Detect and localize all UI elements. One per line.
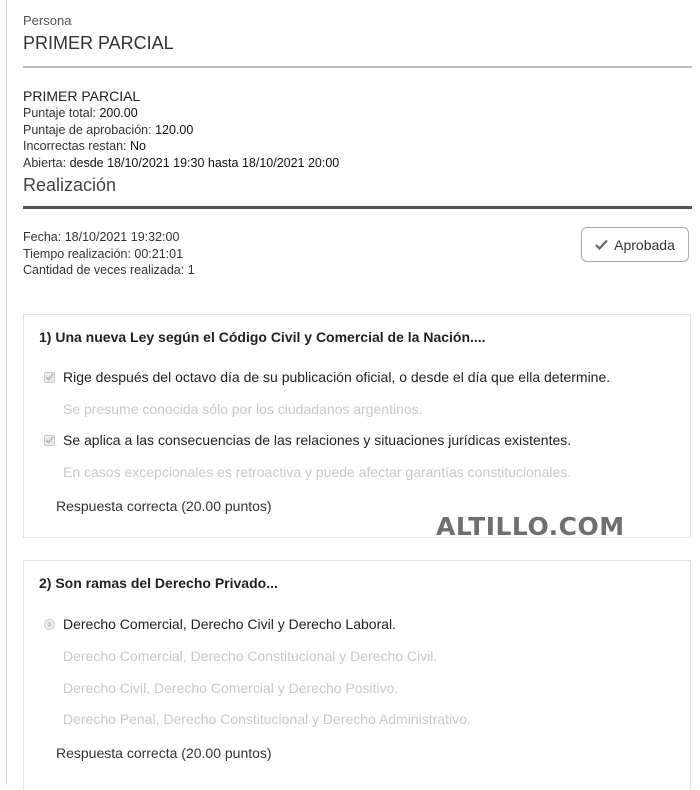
status-badge[interactable] xyxy=(581,227,689,262)
answer-option-label: En casos excepcionales es retroactiva y puede afectar garantías constitucionales. xyxy=(63,464,572,480)
total-score-row: Puntaje total: 200.00 xyxy=(23,106,138,120)
answer-option-label: Rige después del octavo día de su publicación oficial, o desde el día que ella determine. xyxy=(63,369,611,385)
total-score-value: 200.00 xyxy=(99,106,138,120)
question-card xyxy=(23,560,691,790)
checkbox-checked-icon[interactable] xyxy=(44,435,55,446)
radio-selected-icon[interactable] xyxy=(44,619,55,630)
approval-score-row: Puntaje de aprobación: 120.00 xyxy=(23,122,194,137)
answer-option[interactable] xyxy=(44,648,437,664)
answer-option-label: Se presume conocida sólo por los ciudadanos argentinos. xyxy=(63,401,423,417)
exam-name: PRIMER PARCIAL xyxy=(23,88,141,104)
answer-option-label: Se aplica a las consecuencias de las relaciones y situaciones jurídicas existentes. xyxy=(63,432,572,448)
answer-option[interactable] xyxy=(44,464,571,480)
status-badge-label: Aprobada xyxy=(614,236,675,253)
header-divider xyxy=(23,66,692,68)
open-period-value: desde 18/10/2021 19:30 hasta 18/10/2021 20:00 xyxy=(69,155,340,170)
realization-divider xyxy=(23,206,692,209)
answer-option[interactable] xyxy=(44,369,610,385)
open-period-row: Abierta: desde 18/10/2021 19:30 hasta 18/10/2021 20:00 xyxy=(23,155,340,170)
answer-option-label: Derecho Comercial, Derecho Civil y Derecho Laboral. xyxy=(63,616,397,632)
answer-option-label: Derecho Penal, Derecho Constitucional y Derecho Administrativo. xyxy=(63,711,471,727)
attempts-value: 1 xyxy=(187,263,195,277)
persona-label: Persona xyxy=(23,13,72,28)
answer-option-label: Derecho Civil, Derecho Comercial y Derecho Positivo. xyxy=(63,680,399,696)
exam-info xyxy=(23,88,339,171)
duration-row: Tiempo realización: 00:21:01 xyxy=(23,246,184,261)
answer-option[interactable] xyxy=(44,711,471,727)
question-card xyxy=(23,314,691,538)
attempts-row: Cantidad de veces realizada: 1 xyxy=(23,263,195,277)
duration-value: 00:21:01 xyxy=(134,246,184,261)
answer-option[interactable] xyxy=(44,401,423,417)
incorrect-subtract-row: Incorrectas restan: No xyxy=(23,139,146,153)
answer-result: Respuesta correcta (20.00 puntos) xyxy=(56,745,272,761)
answer-option[interactable] xyxy=(44,680,398,696)
answer-result: Respuesta correcta (20.00 puntos) xyxy=(56,498,272,514)
date-row: Fecha: 18/10/2021 19:32:00 xyxy=(23,230,180,244)
approval-score-value: 120.00 xyxy=(155,122,194,137)
question-title: 1) Una nueva Ley según el Código Civil y Comercial de la Nación.... xyxy=(39,329,486,345)
page-title: PRIMER PARCIAL xyxy=(23,33,174,53)
realization-stats xyxy=(23,229,195,279)
answer-option[interactable] xyxy=(44,432,571,448)
checkbox-checked-icon[interactable] xyxy=(44,372,55,383)
realization-title: Realización xyxy=(23,175,117,195)
left-border xyxy=(6,0,7,784)
question-title: 2) Son ramas del Derecho Privado... xyxy=(39,575,278,591)
watermark: ALTILLO.COM xyxy=(436,512,625,541)
incorrect-subtract-value: No xyxy=(130,139,146,153)
answer-option-label: Derecho Comercial, Derecho Constitucional y Derecho Civil. xyxy=(63,648,438,664)
answer-option[interactable] xyxy=(44,616,396,632)
check-icon xyxy=(595,239,608,250)
date-value: 18/10/2021 19:32:00 xyxy=(64,230,180,244)
